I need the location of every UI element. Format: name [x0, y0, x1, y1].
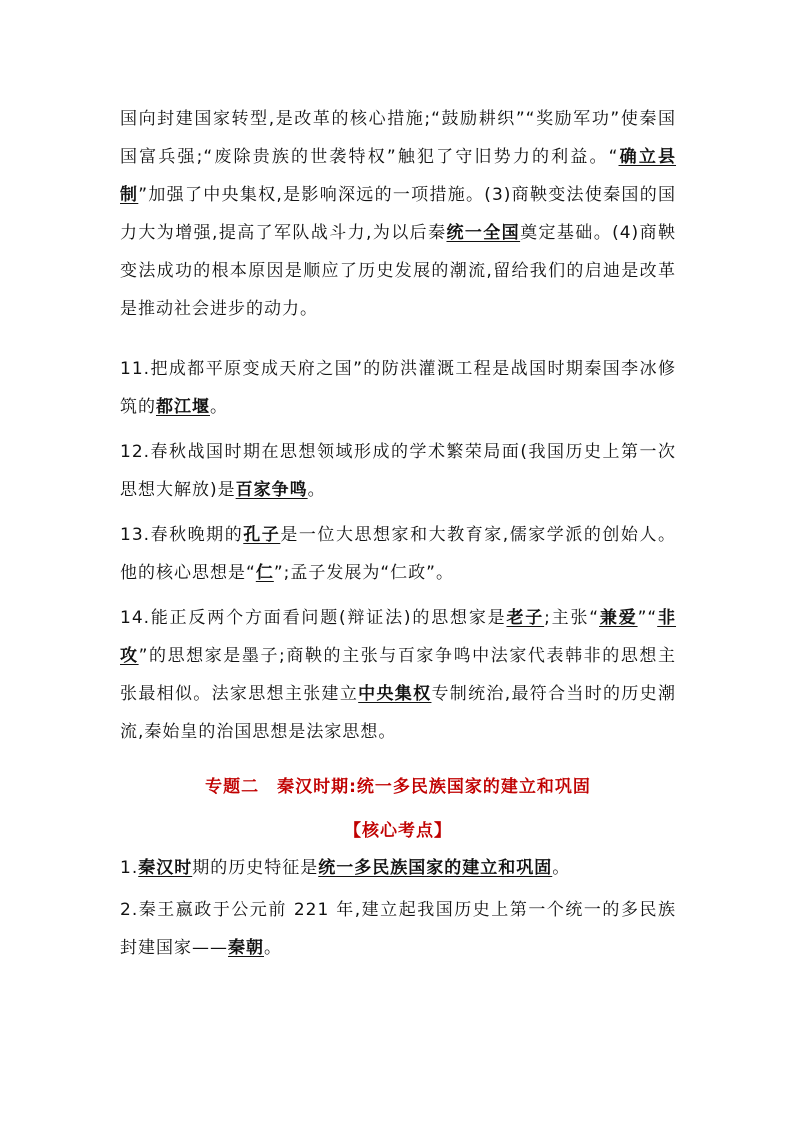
paragraph-point-2	[120, 891, 676, 967]
text: 14.能正反两个方面看问题(辩证法)的思想家是	[120, 608, 507, 628]
text: 。	[307, 480, 326, 500]
paragraph-item-11	[120, 350, 676, 426]
text: 国向封建国家转型,是改革的核心措施;“鼓励耕织”“奖励军功”使秦国国富兵强;“废除贵族的世袭特权”触犯了守旧势力的利益。“	[120, 109, 676, 167]
key-term: 统一多民族国家的建立和巩固	[318, 858, 553, 878]
text: 11.把成都平原变成天府之国”的防洪灌溉工程是战国时期秦国李冰修筑的	[120, 359, 676, 417]
section-title: 专题二 秦汉时期:统一多民族国家的建立和巩固	[205, 777, 591, 797]
key-term: 秦汉时	[138, 858, 193, 878]
text: 。	[264, 938, 282, 958]
text: 是一位大思想家和大教育家,儒家学派的创始人。他的核心思想是“	[120, 525, 677, 583]
key-term: 兼爱	[599, 608, 638, 628]
text: ”加强了中央集权,是影响深远的一项措施。(3)商鞅变法使秦国的国力大为增强,提高了军队战斗力,为以后秦	[120, 185, 677, 243]
key-term: 非攻	[120, 608, 677, 666]
key-term: 统一全国	[446, 223, 521, 243]
text: 专制统治,最符合当时的历史潮流,秦始皇的治国思想是法家思想。	[120, 684, 677, 742]
paragraph-item-12	[120, 433, 676, 509]
text: 。	[210, 397, 228, 417]
text: 12.春秋战国时期在思想领域形成的学术繁荣局面(我国历史上第一次思想大解放)是	[120, 442, 676, 500]
key-term: 百家争鸣	[235, 480, 308, 500]
sub-title: 【核心考点】	[344, 821, 452, 841]
text: ;主张“	[544, 608, 600, 628]
text: 。	[552, 858, 571, 878]
text: ”的思想家是墨子;商鞅的主张与百家争鸣中法家代表韩非的思想主张最相似。法家思想主张建立	[120, 646, 676, 704]
paragraph-item-14	[120, 599, 676, 751]
text: 2.秦王嬴政于公元前 221 年,建立起我国历史上第一个统一的多民族封建国家——	[120, 900, 676, 958]
key-term: 中央集权	[358, 684, 432, 704]
key-term: 孔子	[243, 525, 281, 545]
text: ”“	[637, 608, 658, 628]
text: 13.春秋晚期的	[120, 525, 244, 545]
text: 期的历史特征是	[192, 858, 319, 878]
key-term: 老子	[506, 608, 545, 628]
key-term: 仁	[255, 563, 274, 583]
text: 1.	[120, 858, 139, 878]
key-term: 都江堰	[156, 397, 210, 417]
paragraph-item-13	[120, 516, 676, 592]
key-term: 确立县制	[120, 147, 677, 205]
text: 奠定基础。(4)商鞅变法成功的根本原因是顺应了历史发展的潮流,留给我们的启迪是改革是推动社会进步的动力。	[120, 223, 676, 319]
key-term: 秦朝	[228, 938, 264, 958]
paragraph-point-1	[120, 849, 676, 887]
text: ”;孟子发展为“仁政”。	[273, 563, 454, 583]
paragraph-shang-yang-reform	[120, 100, 676, 328]
